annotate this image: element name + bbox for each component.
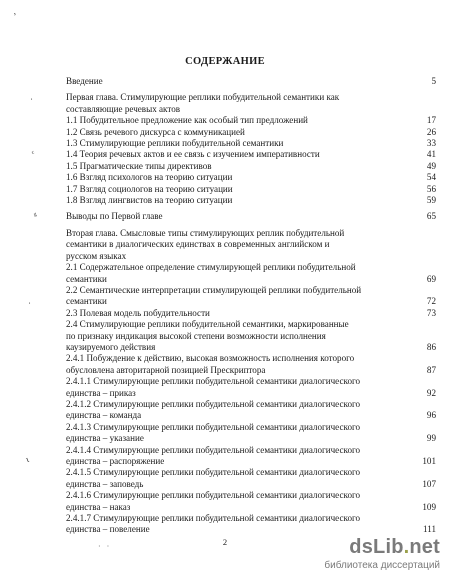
toc-entry-text: 2.4.1.3 Стимулирующие реплики побудительной семантики диалогического [66,421,361,432]
toc-page-number: 65 [426,211,436,222]
toc-entry-text: семантики [66,296,107,307]
toc-entry-text: 2.4.1 Побуждение к действию, высокая возможность исполнения которого [66,353,355,364]
toc-entry [66,195,436,206]
toc-entry-text: единства – заповедь [66,478,144,489]
toc-entry-text: русском языках [66,250,127,261]
page-number: 2 [222,537,228,547]
toc-entry-text: 2.4.1.4 Стимулирующие реплики побудительной семантики диалогического [66,444,361,455]
toc-entry-text: Выводы по Первой главе [66,211,163,222]
toc-entry-text: каузируемого действия [66,341,156,352]
toc-entry-text: 1.7 Взгляд социологов на теорию ситуации [66,183,233,194]
toc-page-number: 92 [426,387,436,398]
toc-entry-text: 2.4 Стимулирующие реплики побудительной семантики, маркированные [66,319,349,330]
toc-page-number: 72 [426,296,436,307]
toc-page-number: 109 [422,501,436,512]
toc-page-number: 41 [426,149,436,160]
toc-entry-text: единства – команда [66,410,142,421]
toc-entry [66,262,436,285]
watermark-logo: dsLib.net [349,536,440,558]
toc-entry [66,228,436,262]
margin-mark: ʼ [12,10,19,22]
toc-entry-text: 2.1 Содержательное определение стимулирующей реплики побудительной [66,262,356,273]
toc-entry [66,172,436,183]
margin-mark: ᵍ [32,209,39,221]
toc-page-number: 26 [426,126,436,137]
toc-entry-text: 1.5 Прагматические типы директивов [66,160,212,171]
page-title: СОДЕРЖАНИЕ [185,56,265,67]
watermark [290,536,440,576]
toc-entry-text: единства – распоряжение [66,456,165,466]
margin-mark: ɩ [24,453,31,465]
toc-page-number: 56 [426,183,436,194]
toc-entry [66,490,436,513]
toc-entry [66,76,436,87]
toc-entry-text: 2.3 Полевая модель побудительности [66,307,210,318]
toc-entry-text: 1.6 Взгляд психологов на теорию ситуации [66,172,233,183]
toc-entry [66,184,436,195]
toc-entry [66,127,436,138]
toc-entry-text: единства – указание [66,433,144,444]
toc-entry-text: по признаку индикация высокой степени возможности исполнения [66,330,326,341]
toc-entry-text: семантики в диалогических единствах в современных английском и [66,239,330,250]
toc-page-number: 17 [426,115,436,126]
toc-entry-text: Первая глава. Стимулирующие реплики побудительной семантики как [66,92,340,103]
toc-entry [66,149,436,160]
toc-entry [66,115,436,126]
toc-entry-text: 1.3 Стимулирующие реплики побудительной семантики [66,138,284,149]
toc-entry [66,92,436,115]
toc-page-number: 69 [426,273,436,284]
toc-entry [66,376,436,399]
toc-entry-text: единства – приказ [66,387,136,398]
margin-mark: · [26,297,33,309]
toc-entry [66,285,436,308]
toc-entry [66,308,436,319]
toc-entry-text: составляющие речевых актов [66,103,181,114]
toc-page-number: 54 [426,172,436,183]
toc-page-number: 33 [426,138,436,149]
toc-page-number: 96 [426,410,436,421]
toc-entry [66,513,436,536]
toc-entry-text: 2.4.1.7 Стимулирующие реплики побудительной семантики диалогического [66,513,361,524]
table-of-contents [66,76,436,536]
toc-entry-text: 1.8 Взгляд лингвистов на теорию ситуации [66,195,233,206]
toc-entry-text: 2.4.1.5 Стимулирующие реплики побудительной семантики диалогического [66,467,361,478]
toc-entry-text: Введение [66,76,103,86]
toc-entry [66,211,436,222]
toc-entry [66,353,436,376]
toc-page-number: 49 [426,160,436,171]
margin-mark: ᶜ [30,147,36,159]
toc-entry-text: 1.2 Связь речевого дискурса с коммуникацией [66,126,245,137]
toc-page-number: 73 [426,307,436,318]
toc-entry [66,399,436,422]
toc-entry-text: 2.4.1.1 Стимулирующие реплики побудительной семантики диалогического [66,376,361,387]
toc-page-number: 87 [426,364,436,375]
toc-entry-text: 2.4.1.6 Стимулирующие реплики побудительной семантики диалогического [66,490,361,501]
toc-entry [66,319,436,353]
toc-entry-text: единства – повеление [66,524,150,535]
toc-entry-text: 1.1 Побудительное предложение как особый тип предложений [66,115,308,126]
toc-page-number: 111 [423,524,436,535]
toc-page-number: 99 [426,433,436,444]
toc-entry [66,138,436,149]
toc-page-number: 59 [426,195,436,206]
toc-entry-text: единства – наказ [66,501,131,512]
margin-mark: · [28,93,35,105]
watermark-subtitle: библиотека диссертаций [324,560,440,571]
toc-entry [66,467,436,490]
toc-entry [66,161,436,172]
toc-entry-text: обусловлена авторитарной позицией Прескриптора [66,364,266,375]
toc-entry [66,422,436,445]
toc-entry-text: Вторая глава. Смысловые типы стимулирующих реплик побудительной [66,227,345,238]
toc-page-number: 5 [431,76,436,86]
toc-entry-text: семантики [66,273,107,284]
toc-page-number: 86 [426,341,436,352]
toc-entry-text: 2.4.1.2 Стимулирующие реплики побудительной семантики диалогического [66,398,361,409]
scan-marks: · · [98,542,112,551]
toc-page-number: 107 [422,478,436,489]
toc-entry-text: 1.4 Теория речевых актов и ее связь с изучением императивности [66,149,320,160]
toc-entry [66,445,436,468]
toc-entry-text: 2.2 Семантические интерпретации стимулирующей реплики побудительной [66,284,362,295]
toc-page-number: 101 [422,456,436,466]
